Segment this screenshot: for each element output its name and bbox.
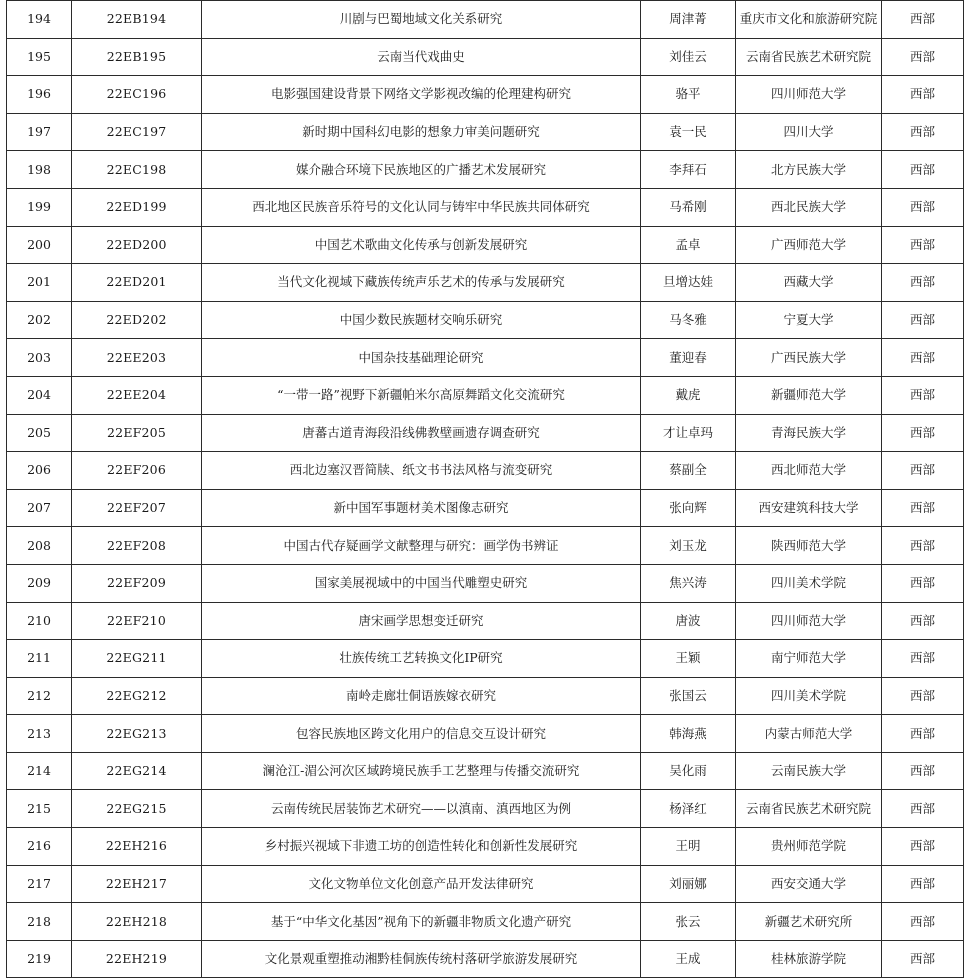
row-number-cell: 203 — [7, 339, 72, 377]
region-cell: 西部 — [882, 452, 964, 490]
principal-investigator-cell: 张向辉 — [641, 489, 736, 527]
institution-cell: 贵州师范学院 — [736, 828, 882, 866]
project-code-cell: 22ED199 — [72, 188, 202, 226]
project-code-cell: 22EG213 — [72, 715, 202, 753]
region-cell: 西部 — [882, 376, 964, 414]
row-number-cell: 201 — [7, 264, 72, 302]
project-title-cell: 当代文化视域下藏族传统声乐艺术的传承与发展研究 — [202, 264, 641, 302]
institution-cell: 云南省民族艺术研究院 — [736, 790, 882, 828]
project-code-cell: 22EE204 — [72, 376, 202, 414]
project-title-cell: 电影强国建设背景下网络文学影视改编的伦理建构研究 — [202, 76, 641, 114]
row-number-cell: 211 — [7, 640, 72, 678]
institution-cell: 广西师范大学 — [736, 226, 882, 264]
principal-investigator-cell: 旦增达娃 — [641, 264, 736, 302]
institution-cell: 内蒙古师范大学 — [736, 715, 882, 753]
project-title-cell: 国家美展视域中的中国当代雕塑史研究 — [202, 564, 641, 602]
table-row — [7, 828, 964, 866]
table-row — [7, 452, 964, 490]
principal-investigator-cell: 骆平 — [641, 76, 736, 114]
row-number-cell: 196 — [7, 76, 72, 114]
table-row — [7, 376, 964, 414]
institution-cell: 青海民族大学 — [736, 414, 882, 452]
region-cell: 西部 — [882, 38, 964, 76]
principal-investigator-cell: 张国云 — [641, 677, 736, 715]
project-title-cell: 新时期中国科幻电影的想象力审美问题研究 — [202, 113, 641, 151]
project-title-cell: “一带一路”视野下新疆帕米尔高原舞蹈文化交流研究 — [202, 376, 641, 414]
principal-investigator-cell: 董迎春 — [641, 339, 736, 377]
table-row — [7, 790, 964, 828]
row-number-cell: 197 — [7, 113, 72, 151]
project-code-cell: 22EH218 — [72, 903, 202, 941]
region-cell: 西部 — [882, 828, 964, 866]
project-title-cell: 文化文物单位文化创意产品开发法律研究 — [202, 865, 641, 903]
region-cell: 西部 — [882, 752, 964, 790]
project-code-cell: 22EE203 — [72, 339, 202, 377]
row-number-cell: 210 — [7, 602, 72, 640]
institution-cell: 四川大学 — [736, 113, 882, 151]
region-cell: 西部 — [882, 527, 964, 565]
project-code-cell: 22ED200 — [72, 226, 202, 264]
project-code-cell: 22EB194 — [72, 1, 202, 39]
project-code-cell: 22EG214 — [72, 752, 202, 790]
project-code-cell: 22EF207 — [72, 489, 202, 527]
row-number-cell: 198 — [7, 151, 72, 189]
project-title-cell: 西北地区民族音乐符号的文化认同与铸牢中华民族共同体研究 — [202, 188, 641, 226]
region-cell: 西部 — [882, 564, 964, 602]
row-number-cell: 218 — [7, 903, 72, 941]
principal-investigator-cell: 蔡副全 — [641, 452, 736, 490]
institution-cell: 宁夏大学 — [736, 301, 882, 339]
region-cell: 西部 — [882, 790, 964, 828]
project-code-cell: 22EF209 — [72, 564, 202, 602]
region-cell: 西部 — [882, 339, 964, 377]
institution-cell: 陕西师范大学 — [736, 527, 882, 565]
table-row — [7, 752, 964, 790]
table-row — [7, 226, 964, 264]
project-code-cell: 22EH219 — [72, 940, 202, 978]
region-cell: 西部 — [882, 865, 964, 903]
project-title-cell: 唐蕃古道青海段沿线佛教壁画遗存调查研究 — [202, 414, 641, 452]
table-row — [7, 301, 964, 339]
project-code-cell: 22EH216 — [72, 828, 202, 866]
project-title-cell: 文化景观重塑推动湘黔桂侗族传统村落研学旅游发展研究 — [202, 940, 641, 978]
row-number-cell: 195 — [7, 38, 72, 76]
project-title-cell: 包容民族地区跨文化用户的信息交互设计研究 — [202, 715, 641, 753]
row-number-cell: 206 — [7, 452, 72, 490]
row-number-cell: 202 — [7, 301, 72, 339]
project-title-cell: 中国艺术歌曲文化传承与创新发展研究 — [202, 226, 641, 264]
principal-investigator-cell: 刘玉龙 — [641, 527, 736, 565]
principal-investigator-cell: 王明 — [641, 828, 736, 866]
principal-investigator-cell: 刘佳云 — [641, 38, 736, 76]
table-row — [7, 903, 964, 941]
region-cell: 西部 — [882, 489, 964, 527]
table-row — [7, 188, 964, 226]
project-code-cell: 22EG212 — [72, 677, 202, 715]
table-row — [7, 113, 964, 151]
principal-investigator-cell: 吴化雨 — [641, 752, 736, 790]
table-row — [7, 564, 964, 602]
institution-cell: 重庆市文化和旅游研究院 — [736, 1, 882, 39]
institution-cell: 四川师范大学 — [736, 76, 882, 114]
row-number-cell: 205 — [7, 414, 72, 452]
row-number-cell: 219 — [7, 940, 72, 978]
project-title-cell: 壮族传统工艺转换文化IP研究 — [202, 640, 641, 678]
row-number-cell: 204 — [7, 376, 72, 414]
region-cell: 西部 — [882, 677, 964, 715]
principal-investigator-cell: 周津菁 — [641, 1, 736, 39]
table-row — [7, 38, 964, 76]
institution-cell: 桂林旅游学院 — [736, 940, 882, 978]
row-number-cell: 213 — [7, 715, 72, 753]
principal-investigator-cell: 焦兴涛 — [641, 564, 736, 602]
row-number-cell: 200 — [7, 226, 72, 264]
region-cell: 西部 — [882, 264, 964, 302]
project-title-cell: 乡村振兴视域下非遗工坊的创造性转化和创新性发展研究 — [202, 828, 641, 866]
region-cell: 西部 — [882, 903, 964, 941]
region-cell: 西部 — [882, 188, 964, 226]
project-title-cell: 新中国军事题材美术图像志研究 — [202, 489, 641, 527]
row-number-cell: 208 — [7, 527, 72, 565]
project-list-table — [6, 0, 964, 978]
project-title-cell: 西北边塞汉晋简牍、纸文书书法风格与流变研究 — [202, 452, 641, 490]
project-code-cell: 22EB195 — [72, 38, 202, 76]
table-row — [7, 715, 964, 753]
table-row — [7, 151, 964, 189]
region-cell: 西部 — [882, 602, 964, 640]
row-number-cell: 209 — [7, 564, 72, 602]
institution-cell: 新疆师范大学 — [736, 376, 882, 414]
project-code-cell: 22ED201 — [72, 264, 202, 302]
table-row — [7, 865, 964, 903]
principal-investigator-cell: 戴虎 — [641, 376, 736, 414]
principal-investigator-cell: 袁一民 — [641, 113, 736, 151]
table-body — [7, 1, 964, 978]
row-number-cell: 214 — [7, 752, 72, 790]
principal-investigator-cell: 刘丽娜 — [641, 865, 736, 903]
principal-investigator-cell: 马冬雅 — [641, 301, 736, 339]
table-row — [7, 76, 964, 114]
table-row — [7, 339, 964, 377]
institution-cell: 北方民族大学 — [736, 151, 882, 189]
table-row — [7, 1, 964, 39]
project-title-cell: 云南传统民居装饰艺术研究——以滇南、滇西地区为例 — [202, 790, 641, 828]
institution-cell: 西北民族大学 — [736, 188, 882, 226]
institution-cell: 西北师范大学 — [736, 452, 882, 490]
project-code-cell: 22EF206 — [72, 452, 202, 490]
institution-cell: 西安建筑科技大学 — [736, 489, 882, 527]
institution-cell: 西安交通大学 — [736, 865, 882, 903]
project-title-cell: 云南当代戏曲史 — [202, 38, 641, 76]
institution-cell: 西藏大学 — [736, 264, 882, 302]
project-code-cell: 22ED202 — [72, 301, 202, 339]
project-title-cell: 媒介融合环境下民族地区的广播艺术发展研究 — [202, 151, 641, 189]
project-title-cell: 澜沧江-湄公河次区域跨境民族手工艺整理与传播交流研究 — [202, 752, 641, 790]
table-row — [7, 414, 964, 452]
region-cell: 西部 — [882, 226, 964, 264]
institution-cell: 四川美术学院 — [736, 677, 882, 715]
project-title-cell: 中国古代存疑画学文献整理与研究：画学伪书辨证 — [202, 527, 641, 565]
table-row — [7, 489, 964, 527]
region-cell: 西部 — [882, 414, 964, 452]
project-code-cell: 22EF210 — [72, 602, 202, 640]
region-cell: 西部 — [882, 1, 964, 39]
project-title-cell: 基于“中华文化基因”视角下的新疆非物质文化遗产研究 — [202, 903, 641, 941]
principal-investigator-cell: 张云 — [641, 903, 736, 941]
project-code-cell: 22EF208 — [72, 527, 202, 565]
principal-investigator-cell: 王成 — [641, 940, 736, 978]
region-cell: 西部 — [882, 940, 964, 978]
project-code-cell: 22EG211 — [72, 640, 202, 678]
project-title-cell: 中国少数民族题材交响乐研究 — [202, 301, 641, 339]
institution-cell: 云南省民族艺术研究院 — [736, 38, 882, 76]
region-cell: 西部 — [882, 76, 964, 114]
institution-cell: 云南民族大学 — [736, 752, 882, 790]
project-title-cell: 唐宋画学思想变迁研究 — [202, 602, 641, 640]
region-cell: 西部 — [882, 715, 964, 753]
project-title-cell: 川剧与巴蜀地域文化关系研究 — [202, 1, 641, 39]
principal-investigator-cell: 唐波 — [641, 602, 736, 640]
row-number-cell: 199 — [7, 188, 72, 226]
institution-cell: 四川师范大学 — [736, 602, 882, 640]
principal-investigator-cell: 王颖 — [641, 640, 736, 678]
principal-investigator-cell: 韩海燕 — [641, 715, 736, 753]
project-code-cell: 22EC198 — [72, 151, 202, 189]
project-code-cell: 22EC196 — [72, 76, 202, 114]
project-code-cell: 22EH217 — [72, 865, 202, 903]
region-cell: 西部 — [882, 151, 964, 189]
principal-investigator-cell: 才让卓玛 — [641, 414, 736, 452]
region-cell: 西部 — [882, 301, 964, 339]
row-number-cell: 207 — [7, 489, 72, 527]
region-cell: 西部 — [882, 113, 964, 151]
institution-cell: 新疆艺术研究所 — [736, 903, 882, 941]
table-row — [7, 527, 964, 565]
table-row — [7, 264, 964, 302]
table-row — [7, 602, 964, 640]
institution-cell: 广西民族大学 — [736, 339, 882, 377]
principal-investigator-cell: 李拜石 — [641, 151, 736, 189]
principal-investigator-cell: 杨泽红 — [641, 790, 736, 828]
principal-investigator-cell: 孟卓 — [641, 226, 736, 264]
row-number-cell: 212 — [7, 677, 72, 715]
table-row — [7, 940, 964, 978]
institution-cell: 四川美术学院 — [736, 564, 882, 602]
project-code-cell: 22EG215 — [72, 790, 202, 828]
row-number-cell: 216 — [7, 828, 72, 866]
region-cell: 西部 — [882, 640, 964, 678]
table-row — [7, 640, 964, 678]
row-number-cell: 194 — [7, 1, 72, 39]
row-number-cell: 217 — [7, 865, 72, 903]
project-code-cell: 22EC197 — [72, 113, 202, 151]
project-title-cell: 中国杂技基础理论研究 — [202, 339, 641, 377]
institution-cell: 南宁师范大学 — [736, 640, 882, 678]
project-title-cell: 南岭走廊壮侗语族嫁衣研究 — [202, 677, 641, 715]
table-row — [7, 677, 964, 715]
row-number-cell: 215 — [7, 790, 72, 828]
principal-investigator-cell: 马希刚 — [641, 188, 736, 226]
project-code-cell: 22EF205 — [72, 414, 202, 452]
